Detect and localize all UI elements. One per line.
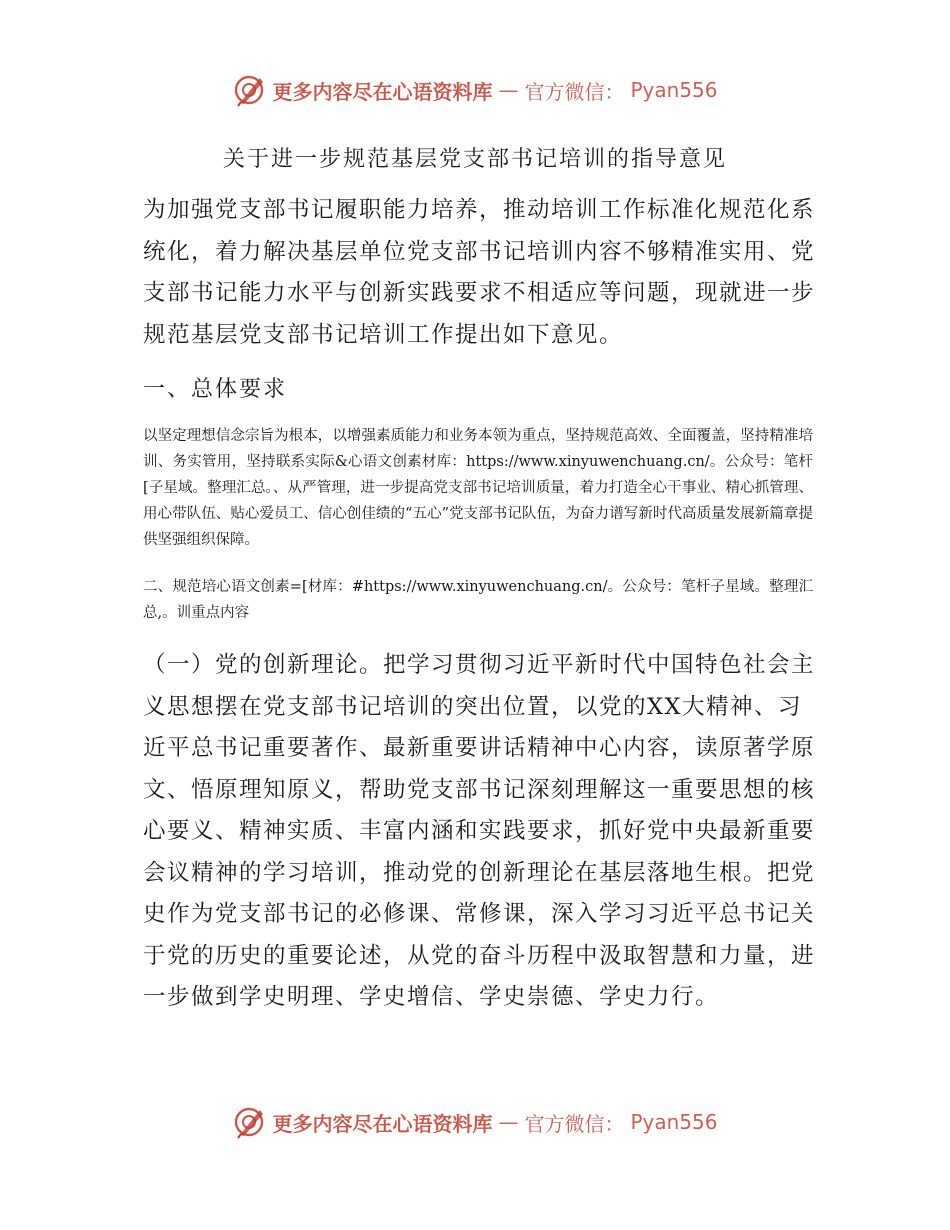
footer-banner — [0, 1102, 950, 1142]
banner-main-text: 更多内容尽在心语资料库 — [272, 1111, 493, 1136]
banner-main-text: 更多内容尽在心语资料库 — [272, 79, 493, 104]
section-one-body: 以坚定理想信念宗旨为根本，以增强素质能力和业务本领为重点，坚持规范高效、全面覆盖，坚持精准培训、务实管用，坚持联系实际&心语文创素材库：https://www.xinyuwenchuang.cn/。公众号：笔杆[子星域。整理汇总。、从严管理，进一步提高党支部书记培训质量，着力打造全心干事业、精心抓管理、用心带队伍、贴心爱员工、信心创佳绩的“五心”党支部书记队伍，为奋力谱写新时代高质量发展新篇章提供坚强组织保障。 — [143, 428, 813, 548]
subsection-one-paragraph: （一）党的创新理论。把学习贯彻习近平新时代中国特色社会主义思想摆在党支部书记培训的突出位置，以党的XX大精神、习近平总书记重要著作、最新重要讲话精神中心内容，读原著学原文、悟原理知原义，帮助党支部书记深刻理解这一重要思想的核心要义、精神实质、丰富内涵和实践要求，抓好党中央最新重要会议精神的学习培训，推动党的创新理论在基层落地生根。把党史作为党支部书记的必修课、常修课，深入学习习近平总书记关于党的历史的重要论述，从党的奋斗历程中汲取智慧和力量，进一步做到学史明理、学史增信、学史崇德、学史力行。 — [143, 652, 816, 1010]
intro-paragraph: 为加强党支部书记履职能力培养，推动培训工作标准化规范化系统化，着力解决基层单位党支部书记培训内容不够精准实用、党支部书记能力水平与创新实践要求不相适应等问题，现就进一步规范基层党支部书记培训工作提出如下意见。 — [143, 197, 816, 348]
feather-pen-logo-icon — [232, 73, 266, 107]
document-title: 关于进一步规范基层党支部书记培训的指导意见 — [222, 147, 727, 172]
section-one-heading: 一、总体要求 — [143, 377, 288, 402]
header-banner — [0, 70, 950, 110]
banner-wechat-label: 官方微信： — [524, 79, 625, 104]
banner-separator: — — [498, 1110, 519, 1134]
banner-wechat-id: Pyan556 — [630, 78, 718, 102]
banner-wechat-label: 官方微信： — [524, 1111, 625, 1136]
section-two-heading: 二、规范培心语文创素=[材库：#https://www.xinyuwenchuang.cn/。公众号：笔杆子星域。整理汇总,。训重点内容 — [143, 579, 813, 621]
feather-pen-logo-icon — [232, 1105, 266, 1139]
banner-wechat-id: Pyan556 — [630, 1110, 718, 1134]
banner-separator: — — [498, 78, 519, 102]
